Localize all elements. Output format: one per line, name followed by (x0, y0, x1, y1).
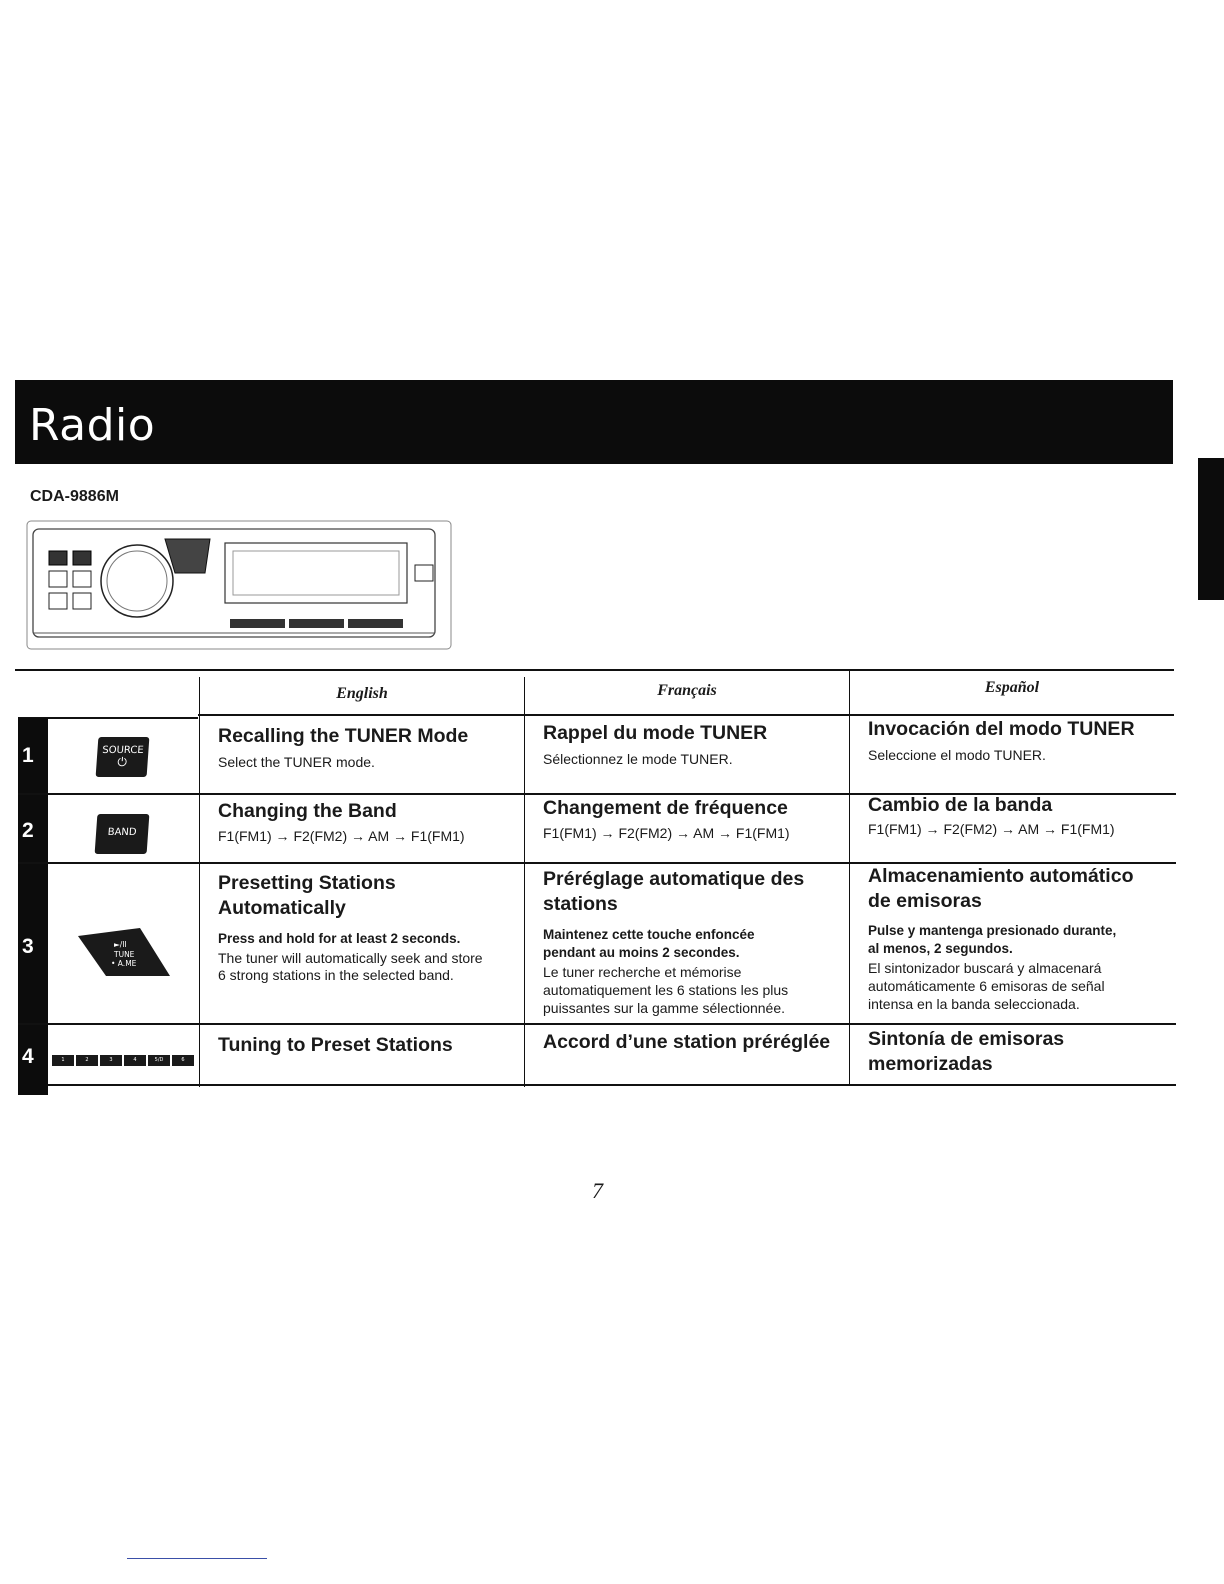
row3-es-body-line3: intensa en la banda seleccionada. (868, 996, 1080, 1012)
footnote-rule (127, 1558, 267, 1559)
play-pause-label: ►/II (114, 940, 127, 949)
row2-fr-body: F1(FM1) → F2(FM2) → AM → F1(FM1) (543, 825, 790, 841)
row3-es-body-line2: automáticamente 6 emisoras de señal (868, 978, 1105, 994)
ame-label: • A.ME (111, 959, 137, 968)
row3-es-heading-line2: de emisoras (868, 890, 982, 912)
step-number-2: 2 (22, 819, 34, 842)
preset-key-3-label: 3 (109, 1057, 113, 1063)
preset-key-1-label: 1 (61, 1057, 65, 1063)
row2-es-heading: Cambio de la banda (868, 794, 1053, 816)
preset-key-5 (148, 1055, 170, 1066)
row1-fr-body: Sélectionnez le mode TUNER. (543, 751, 733, 767)
row1-es-heading: Invocación del modo TUNER (868, 718, 1135, 740)
row3-en-heading-line2: Automatically (218, 897, 346, 919)
tune-label: TUNE (114, 950, 135, 959)
row1-fr-heading: Rappel du mode TUNER (543, 722, 768, 744)
row3-en-body-line2: 6 strong stations in the selected band. (218, 967, 454, 983)
band-key (95, 814, 150, 854)
preset-key-4 (124, 1055, 146, 1066)
preset-key-1 (52, 1055, 74, 1066)
row3-en-bold: Press and hold for at least 2 seconds. (218, 931, 461, 946)
row4-en-heading: Tuning to Preset Stations (218, 1034, 453, 1056)
row3-fr-heading-line1: Préréglage automatique des (543, 868, 805, 890)
band-key-label: BAND (107, 827, 137, 838)
power-icon: ⏻ (116, 755, 128, 769)
preset-keys (52, 1055, 194, 1066)
table-bottom-rule (18, 1084, 1176, 1086)
header-spanish: Español (984, 679, 1040, 696)
section-tab-marker (1198, 458, 1224, 600)
preset-key-4-label: 4 (133, 1057, 137, 1063)
col-divider-3 (849, 670, 850, 1085)
row1-en-body: Select the TUNER mode. (218, 754, 375, 770)
step-number-4: 4 (22, 1045, 34, 1068)
preset-key-3 (100, 1055, 122, 1066)
preset-key-2 (76, 1055, 98, 1066)
row2-fr-heading: Changement de fréquence (543, 797, 788, 819)
title-bar (15, 380, 1173, 464)
row-4-rule (18, 1023, 1176, 1025)
row1-es-body: Seleccione el modo TUNER. (868, 747, 1046, 763)
head-unit-illustration (25, 515, 455, 655)
preset-key-5-label: 5/D (154, 1057, 164, 1063)
col-divider-1 (199, 677, 200, 1087)
source-power-key (96, 737, 150, 777)
header-english: English (336, 685, 388, 702)
row3-en-heading-line1: Presetting Stations (218, 872, 396, 894)
page-number: 7 (592, 1178, 603, 1203)
row3-en-body-line1: The tuner will automatically seek and store (218, 950, 483, 966)
step-number-3: 3 (22, 935, 34, 958)
row3-es-heading-line1: Almacenamiento automático (868, 865, 1134, 887)
preset-key-6-label: 6 (181, 1057, 185, 1063)
row3-fr-heading-line2: stations (543, 893, 618, 915)
row2-es-body: F1(FM1) → F2(FM2) → AM → F1(FM1) (868, 821, 1115, 837)
row3-fr-bold-line1: Maintenez cette touche enfoncée (543, 927, 755, 942)
row1-en-heading: Recalling the TUNER Mode (218, 725, 469, 747)
table-top-rule (15, 669, 1174, 671)
col-divider-2 (524, 677, 525, 1087)
header-bottom-rule (198, 714, 1174, 716)
model-number: CDA-9886M (30, 488, 119, 505)
row3-fr-bold-line2: pendant au moins 2 secondes. (543, 945, 740, 960)
row3-fr-body-line3: puissantes sur la gamme sélectionnée. (543, 1000, 786, 1016)
row3-fr-body-line1: Le tuner recherche et mémorise (543, 964, 742, 980)
row3-fr-body-line2: automatiquement les 6 stations les plus (543, 982, 789, 998)
row4-es-heading-line2: memorizadas (868, 1053, 993, 1075)
row3-es-bold-line2: al menos, 2 segundos. (868, 941, 1013, 956)
header-french: Français (657, 682, 717, 699)
preset-key-6 (172, 1055, 194, 1066)
row3-es-body-line1: El sintonizador buscará y almacenará (868, 960, 1102, 976)
preset-key-2-label: 2 (85, 1057, 89, 1063)
row2-en-heading: Changing the Band (218, 800, 397, 822)
row2-en-body: F1(FM1) → F2(FM2) → AM → F1(FM1) (218, 828, 465, 844)
row4-fr-heading: Accord d’une station préréglée (543, 1031, 831, 1053)
page-title: Radio (29, 400, 156, 451)
row4-es-heading-line1: Sintonía de emisoras (868, 1028, 1065, 1050)
source-key-label: SOURCE (101, 745, 144, 756)
tune-ame-key (78, 928, 170, 978)
step-number-1: 1 (22, 744, 34, 767)
row3-es-bold-line1: Pulse y mantenga presionado durante, (868, 923, 1117, 938)
